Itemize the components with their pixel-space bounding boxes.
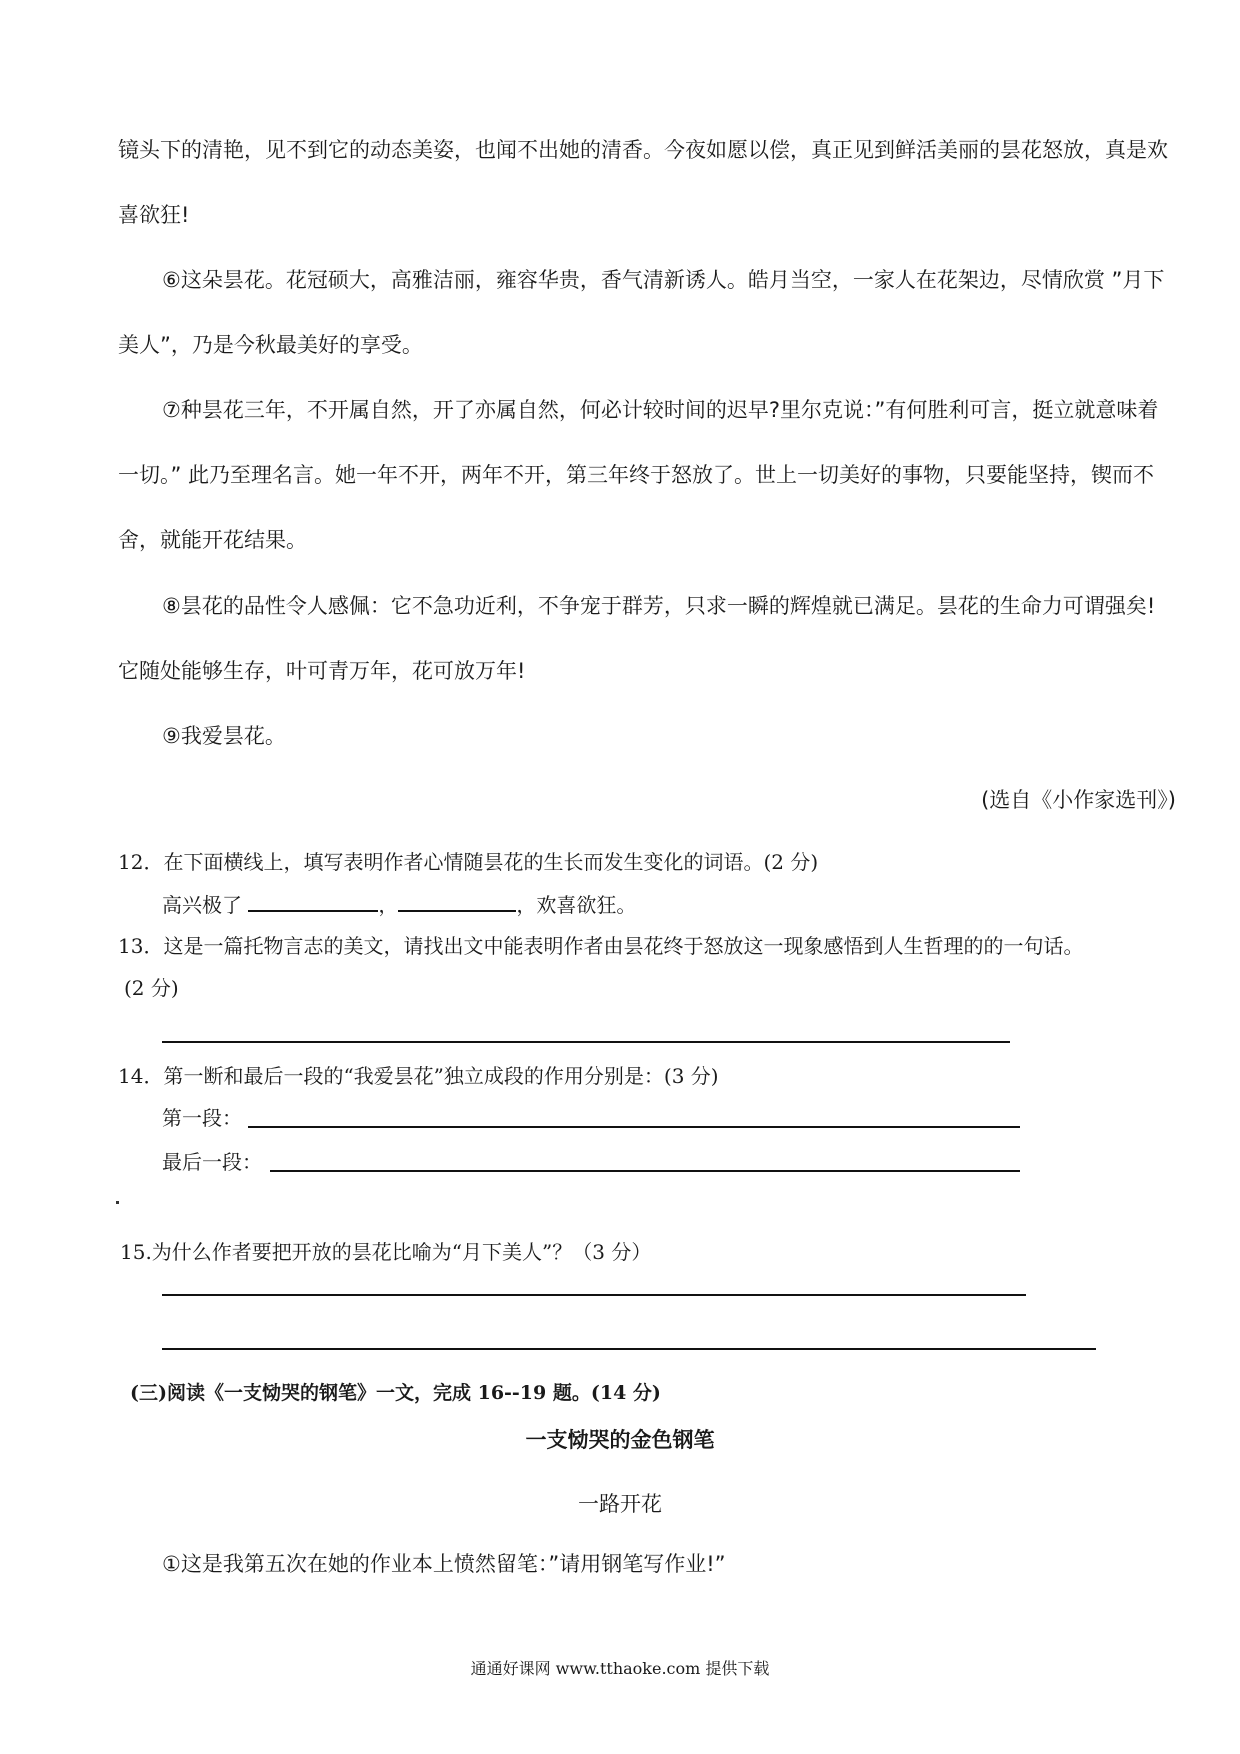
page-footer: 通通好课网 www.tthaoke.com 提供下载 [470,1659,770,1678]
question-13-score: (2 分) [124,976,179,1000]
q14-last-label: 最后一段： [162,1150,262,1174]
scan-speck [116,1201,119,1204]
paragraph-7: ⑦种昙花三年，不开属自然，开了亦属自然，何必计较时间的迟早?里尔克说：”有何胜利可言，挺立就意味着一切。” 此乃至理名言。她一年不开，两年不开，第三年终于怒放了。世上一切美好的事物，只要能坚持，锲而不舍，就能开花结果。 [118,398,1159,552]
paragraph-5-continued: 镜头下的清艳，见不到它的动态美姿，也闻不出她的清香。今夜如愿以偿，真正见到鲜活美丽的昙花怒放，真是欢喜欲狂! [118,138,1168,227]
q12-suffix: ，欢喜欲狂。 [516,893,637,917]
q15-answer-line-1[interactable] [162,1294,1026,1296]
article-author: 一路开花 [578,1492,662,1516]
question-15: 15.为什么作者要把开放的昙花比喻为“月下美人”？（3 分） [120,1240,652,1264]
q13-answer-line[interactable] [162,1041,1010,1043]
question-12-answer-line [162,888,636,918]
q12-separator: ， [378,893,399,917]
paragraph-9: ⑨我爱昙花。 [162,724,286,748]
paragraph-8: ⑧昙花的品性令人感佩：它不急功近利，不争宠于群芳，只求一瞬的辉煌就已满足。昙花的生命力可谓强矣!它随处能够生存，叶可青万年，花可放万年! [118,594,1156,683]
section-3-heading: (三)阅读《一支恸哭的钢笔》一文，完成 16--19 题。(14 分) [130,1382,661,1404]
q14-last-answer-line[interactable] [270,1170,1020,1172]
q15-answer-line-2[interactable] [162,1348,1096,1350]
source-citation: (选自《小作家选刊》) [981,788,1176,812]
q14-first-answer-line[interactable] [248,1126,1020,1128]
question-12: 12．在下面横线上，填写表明作者心情随昙花的生长而发生变化的词语。(2 分) [118,850,819,874]
q12-blank-1[interactable] [248,888,378,912]
q12-blank-2[interactable] [398,888,516,912]
q12-prefix: 高兴极了 [162,893,242,917]
question-13: 13．这是一篇托物言志的美文，请找出文中能表明作者由昙花终于怒放这一现象感悟到人生哲理的的一句话。 [118,934,1084,958]
paragraph-6: ⑥这朵昙花。花冠硕大，高雅洁丽，雍容华贵，香气清新诱人。皓月当空，一家人在花架边，尽情欣赏 ”月下美人”，乃是今秋最美好的享受。 [118,268,1165,357]
article-paragraph-1: ①这是我第五次在她的作业本上愤然留笔：”请用钢笔写作业!” [162,1552,726,1576]
article-title: 一支恸哭的金色钢笔 [525,1428,715,1452]
question-14: 14．第一断和最后一段的“我爱昙花”独立成段的作用分别是：(3 分) [118,1064,719,1088]
q14-first-label: 第一段： [162,1106,242,1130]
